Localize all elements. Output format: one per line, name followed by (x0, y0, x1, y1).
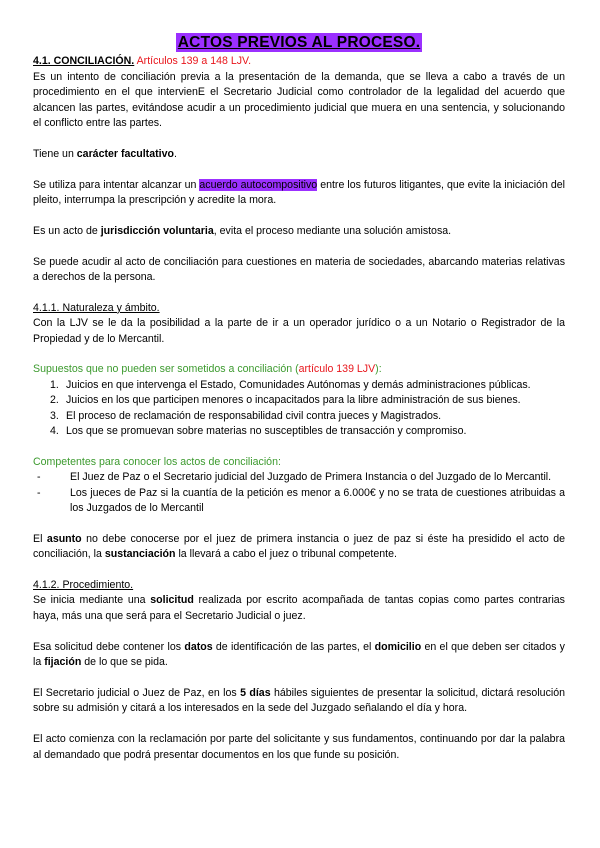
list-item: 1. Juicios en que intervenga el Estado, Comunidades Autónomas y demás administraciones públicas. (50, 378, 531, 391)
paragraph-acto: El acto comienza con la reclamación por parte del solicitante y sus fundamentos, continuando por dar la palabra al demandado que podrá presentar documentos en los que funde su posición. (33, 733, 565, 761)
paragraph-autocompositivo: Se utiliza para intentar alcanzar un acuerdo autocompositivo entre los futuros litigantes, que evite la iniciación del pleito, interrumpa la prescripción y acredite la mora. (33, 178, 565, 207)
highlighted-term: acuerdo autocompositivo (199, 178, 318, 191)
paragraph-solicitud: Se inicia mediante una solicitud realizada por escrito acompañada de tantas copias como partes contrarias haya, más una que será para el Secretario Judicial o juez. (33, 594, 565, 622)
supuestos-heading: Supuestos que no pueden ser sometidos a conciliación (artículo 139 LJV): (33, 363, 382, 376)
list-item: - Los jueces de Paz si la cuantía de la petición es menor a 6.000€ y no se trata de cuestiones atribuidas a los Juzgados de lo Mercantil (37, 486, 565, 515)
section-4-1-heading-line (33, 54, 565, 69)
section-4-1-2-heading: 4.1.2. Procedimiento. (33, 579, 134, 592)
paragraph-plazo: El Secretario judicial o Juez de Paz, en los 5 días hábiles siguientes de presentar la solicitud, dictará resolución sobre su admisión y citará a los interesados en la sede del Juzgado señalando el día y hora. (33, 686, 566, 715)
paragraph-materias: Se puede acudir al acto de conciliación para cuestiones en materia de sociedades, abarcando materias relativas a derechos de la persona. (33, 255, 565, 284)
paragraph-facultativo: Tiene un carácter facultativo. (33, 147, 177, 160)
list-item: - El Juez de Paz o el Secretario judicial del Juzgado de Primera Instancia o del Juzgado de lo Mercantil. (37, 471, 552, 484)
section-4-1-heading: 4.1. CONCILIACIÓN. (33, 55, 135, 68)
competentes-heading: Competentes para conocer los actos de conciliación: (33, 455, 281, 468)
competentes-list (33, 470, 565, 516)
list-item: 4. Los que se promuevan sobre materias no susceptibles de transacción y compromiso. (50, 425, 467, 438)
document-title: ACTOS PREVIOS AL PROCESO. (177, 34, 421, 51)
title-wrap (33, 33, 565, 52)
paragraph-asunto: El asunto no debe conocerse por el juez de primera instancia o juez de paz si éste ha presidido el acto de conciliación, la sustanciación la llevará a cabo el juez o tribunal competente. (33, 532, 565, 561)
list-item: 3. El proceso de reclamación de responsabilidad civil contra jueces y Magistrados. (50, 409, 442, 422)
paragraph-definition: Es un intento de conciliación previa a la presentación de la demanda, que se lleva a cabo a través de un procedimiento en el que intervienE el Secretario Judicial como controlador de la legalidad del acuerdo que alcancen las partes, evitándose acudir a un procedimiento judicial que muera en una sentencia, y solucionando el conflicto entre las partes. (33, 70, 565, 130)
paragraph-datos: Esa solicitud debe contener los datos de identificación de las partes, el domicilio en el que deben ser citados y la fijación de lo que se pida. (33, 640, 565, 669)
paragraph-jurisdiccion: Es un acto de jurisdicción voluntaria, evita el proceso mediante una solución amistosa. (33, 224, 452, 237)
section-4-1-1-heading: 4.1.1. Naturaleza y ámbito. (33, 301, 160, 314)
supuestos-list (33, 378, 565, 440)
document-page (33, 33, 565, 763)
list-item: 2. Juicios en los que participen menores o incapacitados para la libre administración de sus bienes. (50, 394, 521, 407)
paragraph-ljv: Con la LJV se le da la posibilidad a la parte de ir a un operador jurídico o a un Notario o Registrador de la Propiedad y de lo Mercantil. (33, 317, 565, 345)
section-4-1-reference: Artículos 139 a 148 LJV. (136, 55, 252, 68)
